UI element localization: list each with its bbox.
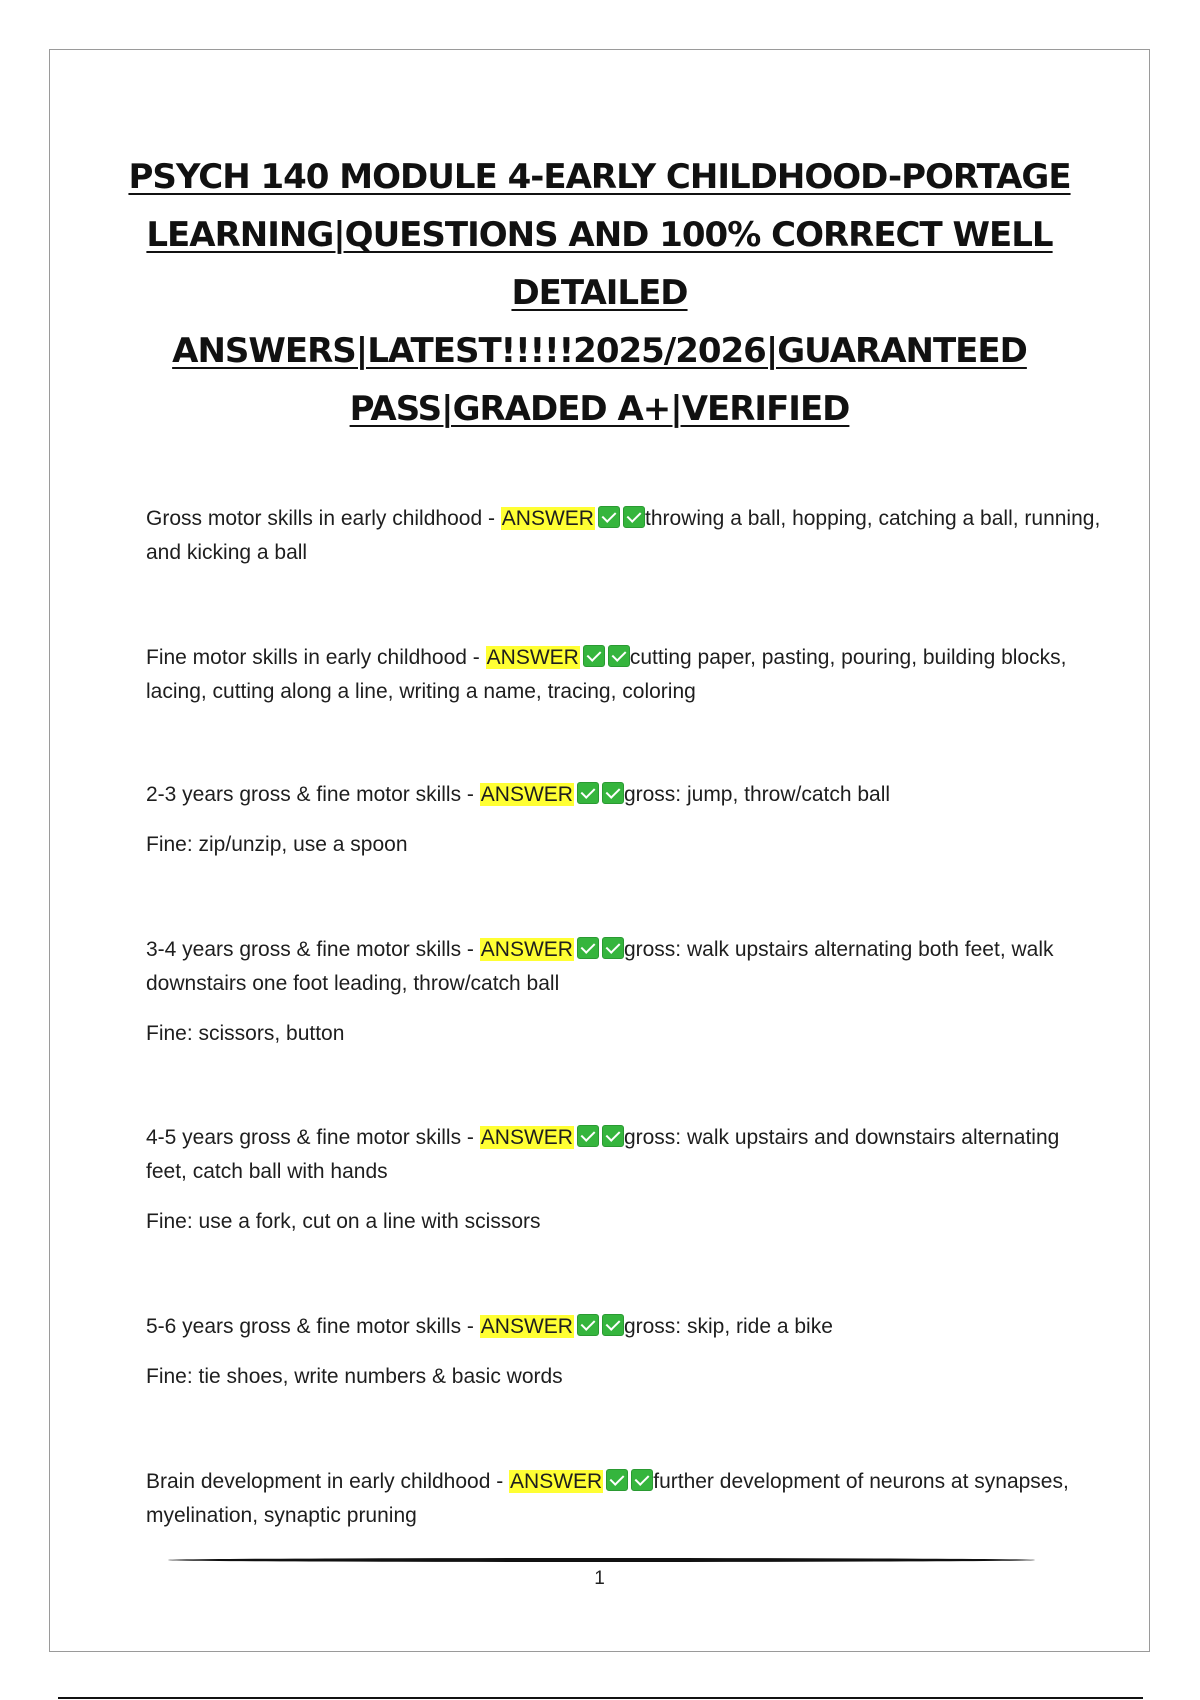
qa-item (146, 778, 1106, 862)
answer-text: throwing a ball, hopping, catching a ball, running, and kicking a ball (146, 507, 1101, 564)
qa-item (146, 1310, 1106, 1394)
fine-motor-text: Fine: use a fork, cut on a line with scissors (146, 1210, 541, 1233)
answer-text: gross: walk upstairs alternating both feet, walk downstairs one foot leading, throw/catch ball (146, 938, 1054, 995)
question-text: 3-4 years gross & fine motor skills - (146, 938, 480, 961)
question-text: 2-3 years gross & fine motor skills - (146, 783, 480, 806)
qa-item (146, 1465, 1106, 1533)
qa-item (146, 933, 1106, 1051)
answer-keyword: ANSWER (501, 507, 594, 530)
fine-motor-text: Fine: scissors, button (146, 1022, 345, 1045)
check-box-icon (602, 1314, 624, 1336)
check-box-icon (577, 1125, 599, 1147)
title-line: ANSWERS|LATEST!!!!!2025/2026|GUARANTEED (172, 331, 1027, 371)
question-text: 5-6 years gross & fine motor skills - (146, 1315, 480, 1338)
check-box-icon (606, 1469, 628, 1491)
check-box-icon (602, 782, 624, 804)
page-number: 1 (594, 1568, 605, 1589)
answer-text: cutting paper, pasting, pouring, building blocks, lacing, cutting along a line, writing a name, tracing, coloring (146, 646, 1067, 703)
next-page-edge (58, 1697, 1143, 1699)
title-line: LEARNING|QUESTIONS AND 100% CORRECT WELL (146, 215, 1053, 255)
title-line: PSYCH 140 MODULE 4-EARLY CHILDHOOD-PORTAGE (128, 157, 1071, 197)
answer-text: gross: jump, throw/catch ball (623, 783, 891, 806)
check-box-icon (602, 1125, 624, 1147)
check-box-icon (577, 937, 599, 959)
question-text: Brain development in early childhood - (146, 1470, 510, 1493)
answer-keyword: ANSWER (480, 938, 573, 961)
check-box-icon (583, 645, 605, 667)
check-box-icon (598, 506, 620, 528)
document-page (49, 49, 1150, 1652)
title-line: PASS|GRADED A+|VERIFIED (349, 389, 850, 429)
qa-item (146, 1121, 1106, 1239)
qa-item (146, 641, 1106, 709)
question-text: 4-5 years gross & fine motor skills - (146, 1126, 480, 1149)
check-box-icon (623, 506, 645, 528)
answer-text: further development of neurons at synapses, myelination, synaptic pruning (146, 1470, 1069, 1527)
answer-keyword: ANSWER (480, 1315, 573, 1338)
fine-motor-text: Fine: tie shoes, write numbers & basic words (146, 1365, 563, 1388)
check-box-icon (602, 937, 624, 959)
answer-keyword: ANSWER (510, 1470, 603, 1493)
check-box-icon (577, 782, 599, 804)
answer-text: gross: skip, ride a bike (623, 1315, 833, 1338)
answer-keyword: ANSWER (486, 646, 579, 669)
qa-item (146, 502, 1106, 570)
check-box-icon (608, 645, 630, 667)
title-line: DETAILED (511, 273, 688, 313)
document-title (50, 148, 1149, 438)
question-text: Gross motor skills in early childhood - (146, 507, 501, 530)
check-box-icon (577, 1314, 599, 1336)
question-text: Fine motor skills in early childhood - (146, 646, 486, 669)
footer-divider (168, 1558, 1035, 1562)
answer-keyword: ANSWER (480, 1126, 573, 1149)
answer-text: gross: walk upstairs and downstairs alternating feet, catch ball with hands (146, 1126, 1060, 1183)
answer-keyword: ANSWER (480, 783, 573, 806)
fine-motor-text: Fine: zip/unzip, use a spoon (146, 833, 408, 856)
check-box-icon (631, 1469, 653, 1491)
